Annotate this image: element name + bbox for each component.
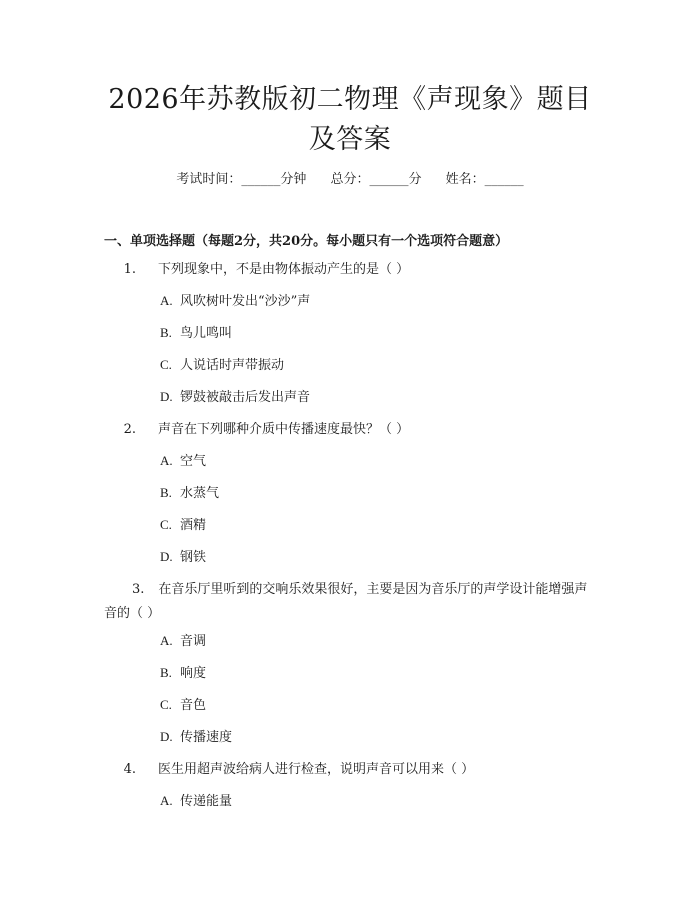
question-1: [104, 258, 599, 282]
option-text: 酒精: [180, 518, 207, 533]
option-letter: D.: [160, 729, 173, 744]
option-4a: [160, 791, 232, 812]
option-1d: [160, 387, 310, 408]
option-3d: [160, 727, 232, 748]
option-letter: D.: [160, 389, 173, 404]
option-letter: B.: [160, 665, 172, 680]
option-letter: B.: [160, 485, 172, 500]
option-letter: C.: [160, 517, 172, 532]
question-3: [104, 578, 599, 626]
option-text: 风吹树叶发出“沙沙”声: [180, 294, 311, 309]
question-text: 医生用超声波给病人进行检查，说明声音可以用来（ ）: [158, 762, 475, 777]
question-number: 1.: [123, 262, 136, 277]
option-letter: C.: [160, 357, 172, 372]
option-letter: D.: [160, 549, 173, 564]
question-text: 下列现象中，不是由物体振动产生的是（ ）: [158, 262, 410, 277]
question-text: 声音在下列哪种介质中传播速度最快？（ ）: [158, 422, 410, 437]
question-number: 3.: [132, 582, 145, 597]
question-4: [104, 758, 599, 782]
option-letter: A.: [160, 293, 173, 308]
option-letter: A.: [160, 793, 173, 808]
section-heading: 一、单项选择题（每题2分，共20分。每小题只有一个选项符合题意）: [104, 234, 509, 249]
option-text: 钢铁: [180, 550, 207, 565]
option-2b: [160, 483, 219, 504]
option-3a: [160, 631, 206, 652]
option-text: 人说话时声带振动: [180, 358, 285, 373]
option-2a: [160, 451, 206, 472]
option-1b: [160, 323, 232, 344]
total-score-field: 总分：______分: [330, 172, 422, 187]
question-text: 在音乐厅里听到的交响乐效果很好，主要是因为音乐厅的声学设计能增强声音的（ ）: [104, 582, 588, 621]
option-2c: [160, 515, 206, 536]
exam-time-field: 考试时间：______分钟: [176, 172, 307, 187]
option-letter: A.: [160, 453, 173, 468]
question-number: 4.: [123, 762, 136, 777]
option-text: 音调: [180, 634, 207, 649]
question-number: 2.: [123, 422, 136, 437]
exam-info: [0, 168, 700, 187]
option-1a: [160, 291, 310, 312]
student-name-field: 姓名：______: [445, 172, 524, 187]
option-text: 响度: [180, 666, 207, 681]
option-letter: C.: [160, 697, 172, 712]
option-text: 锣鼓被敲击后发出声音: [180, 390, 311, 405]
option-text: 水蒸气: [180, 486, 220, 501]
option-text: 传播速度: [180, 730, 233, 745]
option-letter: A.: [160, 633, 173, 648]
option-3c: [160, 695, 206, 716]
option-text: 空气: [180, 454, 207, 469]
option-letter: B.: [160, 325, 172, 340]
question-2: [104, 418, 599, 442]
document-title: 2026年苏教版初二物理《声现象》题目及答案: [108, 84, 592, 155]
option-2d: [160, 547, 206, 568]
option-text: 鸟儿鸣叫: [180, 326, 233, 341]
option-text: 传递能量: [180, 794, 233, 809]
option-1c: [160, 355, 284, 376]
option-3b: [160, 663, 206, 684]
option-text: 音色: [180, 698, 207, 713]
